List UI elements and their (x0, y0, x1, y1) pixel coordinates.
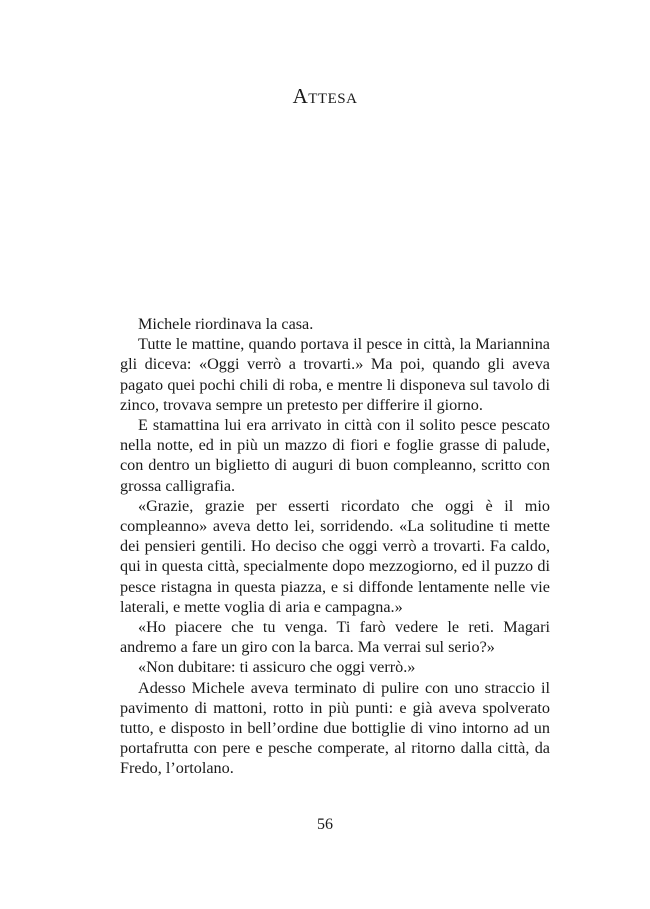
page-number: 56 (317, 816, 333, 833)
paragraph: Adesso Michele aveva terminato di pulire con uno straccio il pavimento di mattoni, rotto in più punti: e già aveva spolverato tutto, e disposto in bell’ordine due bottiglie di vino intorno ad un portafrutta con pere e pesche comperate, al ritorno dalla città, da Fredo, l’ortolano. (120, 678, 550, 778)
paragraph: Tutte le mattine, quando portava il pesce in città, la Mariannina gli diceva: «Oggi verrò a trovarti.» Ma poi, quando gli aveva pagato quei pochi chili di roba, e mentre li disponeva sul tavolo di zinco, trovava sempre un pretesto per differire il giorno. (120, 335, 550, 414)
chapter-body (120, 314, 550, 779)
paragraph: «Ho piacere che tu venga. Ti farò vedere le reti. Magari andremo a fare un giro con la barca. Ma verrai sul serio?» (120, 618, 550, 657)
chapter-title: Attesa (292, 84, 358, 108)
paragraph: Michele riordinava la casa. (138, 315, 314, 333)
paragraph: «Non dubitare: ti assicuro che oggi verrò.» (138, 658, 416, 677)
paragraph: E stamattina lui era arrivato in città con il solito pesce pescato nella notte, ed in più un mazzo di fiori e foglie grasse di palude, con dentro un biglietto di auguri di buon compleanno, scritto con grossa calligrafia. (120, 416, 550, 495)
paragraph: «Grazie, grazie per esserti ricordato che oggi è il mio compleanno» aveva detto lei, sorridendo. «La solitudine ti mette dei pensieri gentili. Ho deciso che oggi verrò a trovarti. Fa caldo, qui in questa città, specialmente dopo mezzogiorno, ed il puzzo di pesce ristagna in questa piazza, e si diffonde lentamente nelle vie laterali, e mette voglia di aria e campagna.» (120, 496, 550, 616)
